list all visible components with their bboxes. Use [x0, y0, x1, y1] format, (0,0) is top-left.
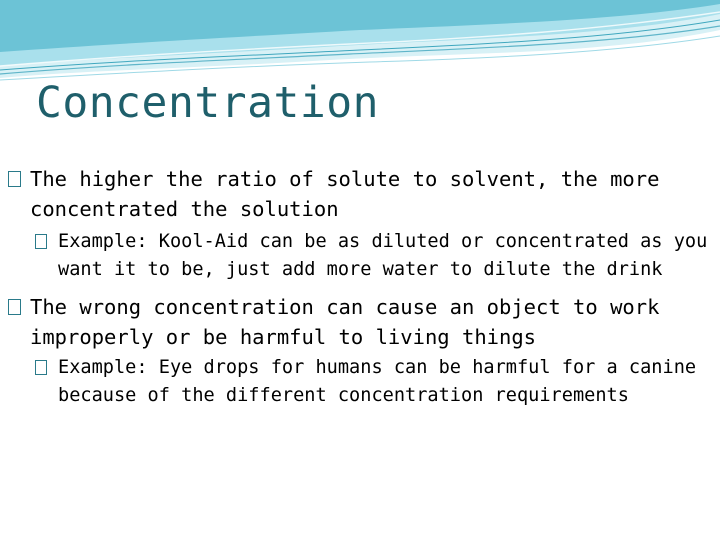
bullet-text: The higher the ratio of solute to solvent, the more concentrated the solution: [30, 167, 660, 221]
square-bullet-icon: [35, 360, 47, 375]
bullet-text: Example: Kool-Aid can be as diluted or concentrated as you want it to be, just add more water to dilute the drink: [58, 231, 708, 280]
slide-body: [4, 164, 716, 410]
square-bullet-icon: [35, 234, 47, 249]
bullet-item-level2: [4, 354, 716, 410]
bullet-item-level2: [4, 228, 716, 284]
square-bullet-icon: [8, 299, 21, 315]
slide-title: Concentration: [36, 78, 380, 128]
bullet-item-level1: [4, 164, 716, 224]
bullet-item-level1: [4, 292, 716, 352]
bullet-text: Example: Eye drops for humans can be harmful for a canine because of the different concentration requirements: [58, 357, 697, 406]
header-wave-decoration: [0, 0, 720, 90]
bullet-text: The wrong concentration can cause an object to work improperly or be harmful to living things: [30, 295, 660, 349]
square-bullet-icon: [8, 171, 21, 187]
